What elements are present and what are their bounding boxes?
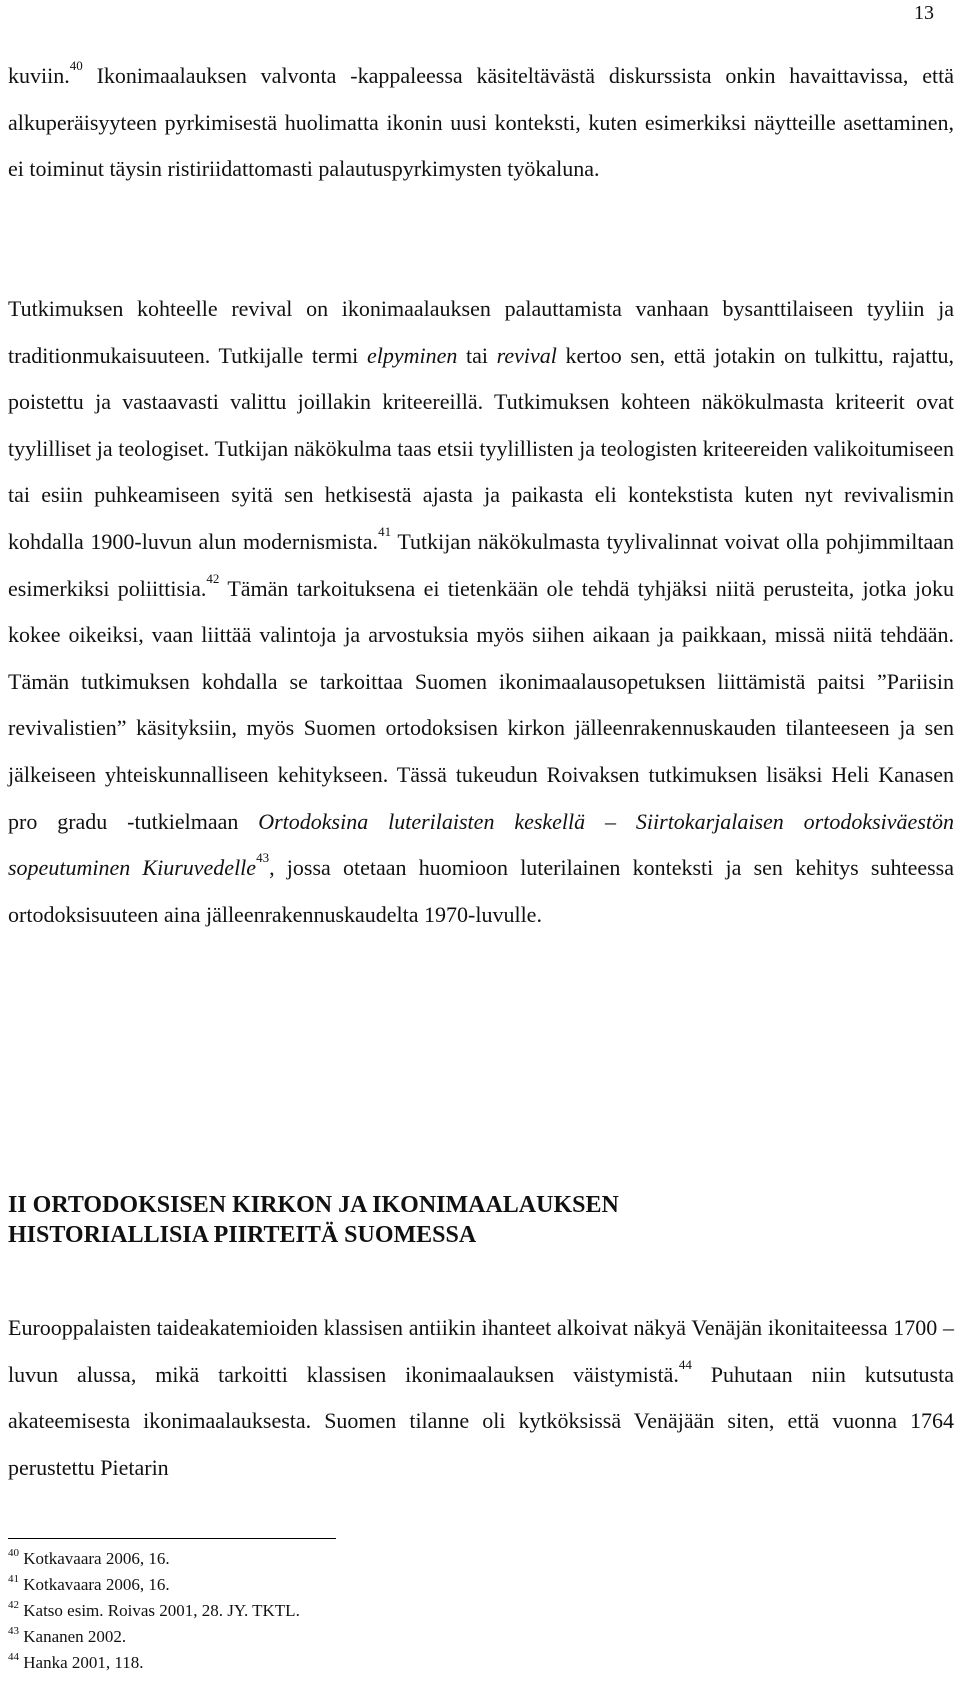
footnote-number: 41 [8, 1573, 19, 1585]
paragraph-2 [8, 286, 954, 938]
text: Tutkimuksen kohteelle revival on ikonimaalauksen palauttamista vanhaan bysanttilaiseen tyyliin ja traditionmukaisuuteen. Tutkijalle termi [8, 296, 954, 368]
text: Eurooppalaisten taideakatemioiden klassisen antiikin ihanteet alkoivat näkyä Venäjän ikonitaiteessa 1700 –luvun alussa, mikä tarkoitti klassisen ikonimaalauksen väistymistä. [8, 1315, 954, 1387]
italic-title: Ortodoksina luterilaisten keskellä – Siirtokarjalaisen ortodoksiväestön sopeutuminen Kiuruvedelle [8, 808, 954, 881]
heading-line: II ORTODOKSISEN KIRKON JA IKONIMAALAUKSEN [8, 1192, 619, 1218]
footnote-ref[interactable]: 41 [378, 523, 392, 539]
section-heading [8, 1190, 619, 1250]
text: , jossa otetaan huomioon luterilainen konteksti ja sen kehitys suhteessa ortodoksisuuteen aina jälleenrakennuskaudelta 1970-luvulle. [8, 855, 954, 927]
footnote [8, 1546, 300, 1572]
text: tai [457, 342, 497, 368]
footnote-text: Kotkavaara 2006, 16. [19, 1575, 170, 1594]
text: Tutkijan näkökulmasta tyylivalinnat voivat olla pohjimmiltaan esimerkiksi poliittisia. [8, 528, 955, 601]
footnote-number: 43 [8, 1625, 19, 1637]
footnote-number: 42 [8, 1599, 19, 1611]
footnote [8, 1650, 300, 1676]
text: kertoo sen, että jotakin on tulkittu, rajattu, poistettu ja vastaavasti valittu joillakin kriteereillä. Tutkimuksen kohteen näkökulmasta kriteerit ovat tyylilliset ja teologiset. Tutkijan näkökulma taas etsii tyylillisten ja teologisten kriteereiden valikoitumiseen tai esiin puhkeamiseen syitä sen hetkisestä ajasta ja paikasta eli kontekstista kuten nyt revivalismin kohdalla 1900-luvun alun modernismista. [8, 342, 954, 554]
page-number: 13 [914, 2, 934, 24]
footnote-number: 44 [8, 1651, 19, 1663]
paragraph-3 [8, 1305, 954, 1491]
footnote-ref[interactable]: 40 [69, 58, 83, 73]
footnote-ref[interactable]: 42 [206, 570, 220, 586]
footnote-text: Hanka 2001, 118. [19, 1653, 144, 1672]
footnote-ref[interactable]: 44 [678, 1356, 692, 1372]
footnote [8, 1572, 300, 1598]
text: Puhutaan niin kutsutusta akateemisesta ikonimaalauksesta. Suomen tilanne oli kytköksissä Venäjään siten, että vuonna 1764 perustettu Pietarin [8, 1361, 954, 1480]
footnote-ref[interactable]: 43 [256, 850, 270, 866]
text: Tämän tarkoituksena ei tietenkään ole tehdä tyhjäksi niitä perusteita, jotka joku kokee oikeiksi, vaan liittää valintoja ja arvostuksia myös siihen aikaan ja paikkaan, missä niitä tehdään. Tämän tutkimuksen kohdalla se tarkoittaa Suomen ikonimaalausopetuksen liittämistä paitsi ”Pariisin revivalistien” käsityksiin, myös Suomen ortodoksisen kirkon jälleenrakennuskauden tilanteeseen ja sen jälkeiseen yhteiskunnalliseen kehitykseen. Tässä tukeudun Roivaksen tutkimuksen lisäksi Heli Kanasen pro gradu -tutkielmaan [8, 575, 954, 834]
italic-term: elpyminen [366, 342, 458, 368]
text: kuviin. [8, 63, 70, 88]
footnote-text: Katso esim. Roivas 2001, 28. JY. TKTL. [19, 1601, 300, 1620]
footnote-separator [8, 1538, 336, 1539]
italic-term: revival [496, 342, 557, 368]
footnote-text: Kananen 2002. [19, 1627, 127, 1646]
footnote [8, 1598, 300, 1624]
footnote-number: 40 [8, 1547, 19, 1559]
heading-line: HISTORIALLISIA PIIRTEITÄ SUOMESSA [8, 1222, 477, 1248]
paragraph-1 [8, 53, 954, 193]
footnote [8, 1624, 300, 1650]
text: Ikonimaalauksen valvonta -kappaleessa käsiteltävästä diskurssista onkin havaittavissa, että alkuperäisyyteen pyrkimisestä huolimatta ikonin uusi konteksti, kuten esimerkiksi näytteille asettaminen, ei toiminut täysin ristiriidattomasti palautuspyrkimysten työkaluna. [8, 63, 954, 182]
footnotes [8, 1546, 300, 1676]
footnote-text: Kotkavaara 2006, 16. [19, 1549, 170, 1568]
